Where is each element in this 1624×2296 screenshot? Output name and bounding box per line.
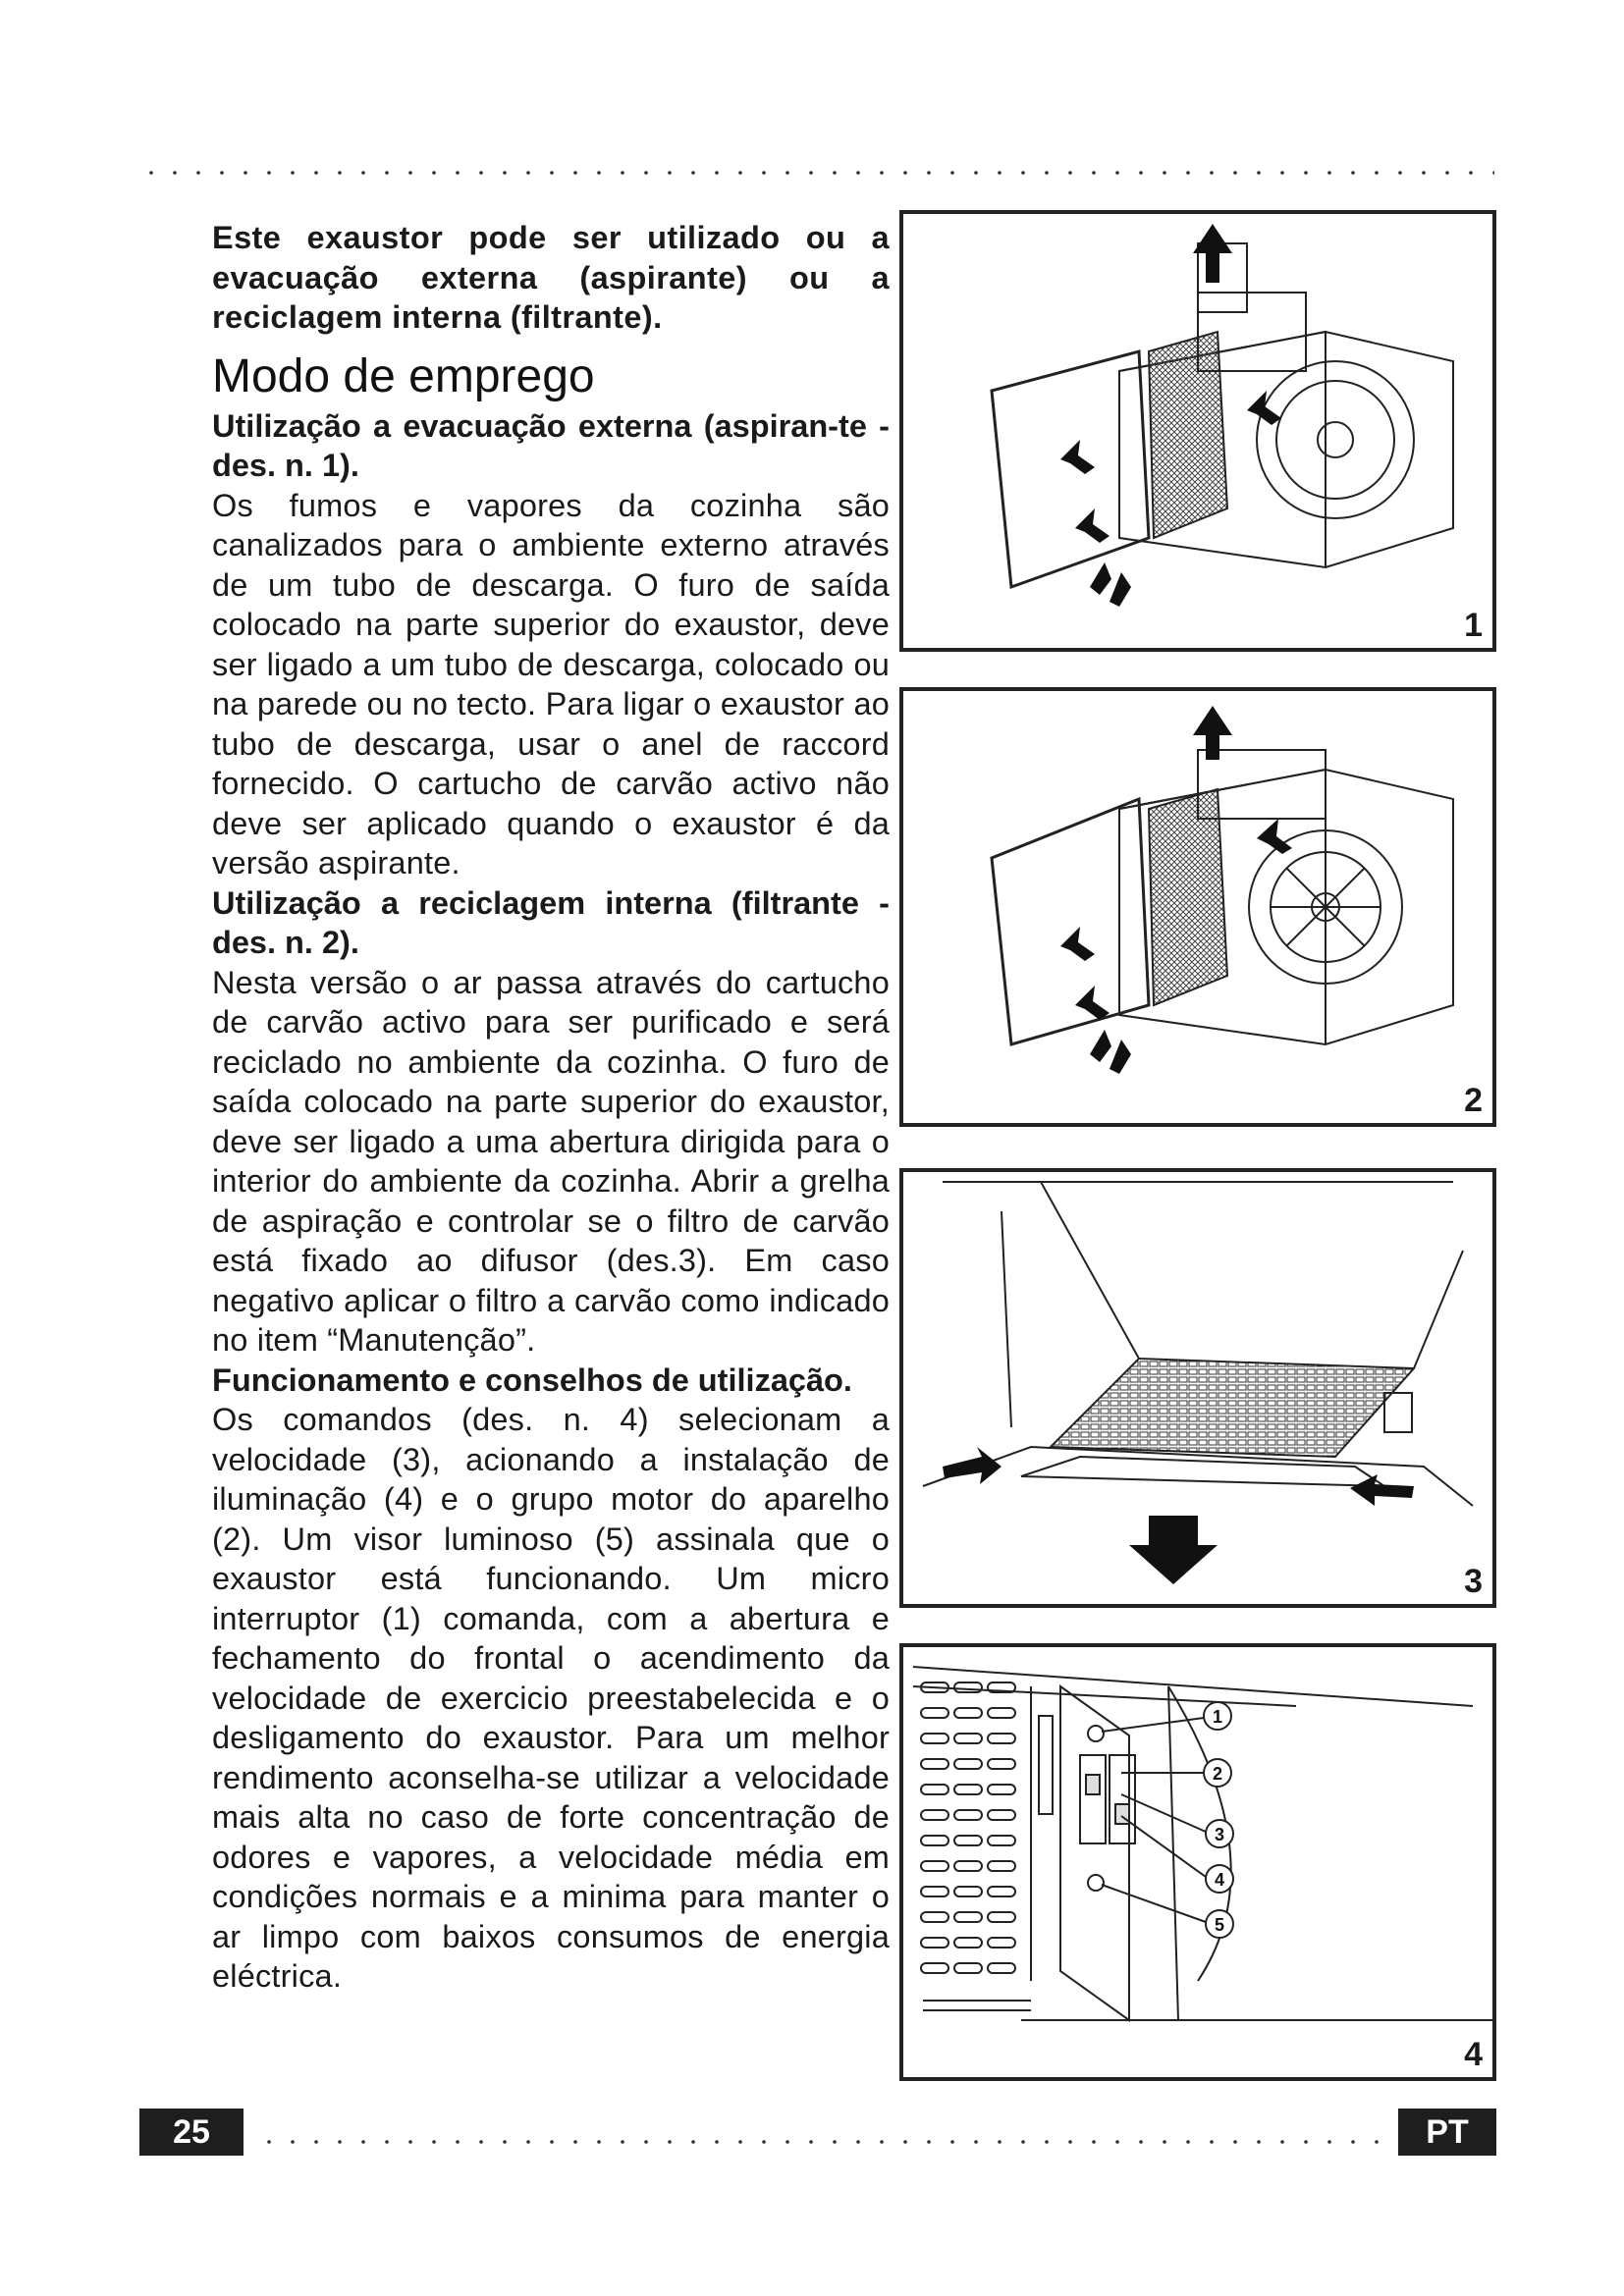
figure-number: 2 bbox=[1464, 1082, 1483, 1119]
callout-5-label: 5 bbox=[1214, 1915, 1225, 1935]
figure-1-external-evacuation bbox=[899, 210, 1496, 652]
callout-2 bbox=[1204, 1759, 1231, 1787]
callout-3-label: 3 bbox=[1214, 1825, 1225, 1844]
figure-4-controls bbox=[899, 1643, 1496, 2081]
language-tag: PT bbox=[1398, 2109, 1496, 2156]
callout-4 bbox=[1206, 1865, 1233, 1893]
figure-2-illustration bbox=[903, 691, 1492, 1123]
callout-5 bbox=[1206, 1910, 1233, 1938]
figure-number: 1 bbox=[1464, 607, 1483, 644]
section-text-operation: Os comandos (des. n. 4) selecionam a velocidade (3), acionando a instalação de iluminação (4) e o grupo motor do aparelho (2). Um visor luminoso (5) assinala que o exaustor está funcionando. Um micro interruptor (1) comanda, com a abertura e fechamento do frontal o acendimento da velocidade de exercicio preestabelecida e o desligamento do exaustor. Para um melhor rendimento aconselha-se utilizar a velocidade mais alta no caso de forte concentração de odores e vapores, a velocidade média em condições normais e a minima para manter o ar limpo com baixos consumos de energia eléctrica. bbox=[212, 1402, 890, 1994]
text-column bbox=[212, 218, 890, 1997]
callout-1 bbox=[1204, 1702, 1231, 1730]
figure-4-illustration bbox=[903, 1647, 1492, 2077]
figure-number: 3 bbox=[1464, 1563, 1483, 1600]
section-heading-external: Utilização a evacuação externa (aspiran-te - des. n. 1). bbox=[212, 407, 890, 483]
top-dotted-rule bbox=[139, 171, 1494, 175]
callout-2-label: 2 bbox=[1212, 1764, 1223, 1784]
callout-3 bbox=[1206, 1820, 1233, 1847]
figure-1-illustration bbox=[903, 214, 1492, 648]
intro-paragraph: Este exaustor pode ser utilizado ou a evacuação externa (aspirante) ou a reciclagem interna (filtrante). bbox=[212, 220, 890, 335]
figure-number: 4 bbox=[1464, 2036, 1483, 2073]
callout-4-label: 4 bbox=[1214, 1870, 1225, 1890]
bottom-dotted-rule bbox=[257, 2140, 1386, 2144]
section-heading-recycling: Utilização a reciclagem interna (filtrante - des. n. 2). bbox=[212, 884, 890, 960]
section-text-recycling: Nesta versão o ar passa através do cartucho de carvão activo para ser purificado e será reciclado no ambiente da cozinha. O furo de saída colocado na parte superior do exaustor, deve ser ligado a uma abertura dirigida para o interior do ambiente da cozinha. Abrir a grelha de aspiração e controlar se o filtro de carvão está fixado ao difusor (des.3). Em caso negativo aplicar o filtro a carvão como indicado no item “Manutenção”. bbox=[212, 964, 890, 1358]
callout-1-label: 1 bbox=[1212, 1707, 1223, 1727]
page-title: Modo de emprego bbox=[212, 349, 595, 402]
figure-3-illustration bbox=[903, 1172, 1492, 1604]
page-number: 25 bbox=[139, 2109, 244, 2156]
figure-2-internal-recycling bbox=[899, 687, 1496, 1127]
section-text-external: Os fumos e vapores da cozinha são canalizados para o ambiente externo através de um tubo de descarga. O furo de saída colocado na parte superior do exaustor, deve ser ligado a um tubo de descarga, colocado ou na parede ou no tecto. Para ligar o exaustor ao tubo de descarga, usar o anel de raccord fornecido. O cartucho de carvão activo não deve ser aplicado quando o exaustor é da versão aspirante. bbox=[212, 487, 890, 881]
section-heading-operation: Funcionamento e conselhos de utilização. bbox=[212, 1362, 852, 1398]
figure-3-aspiration-grille bbox=[899, 1168, 1496, 1608]
